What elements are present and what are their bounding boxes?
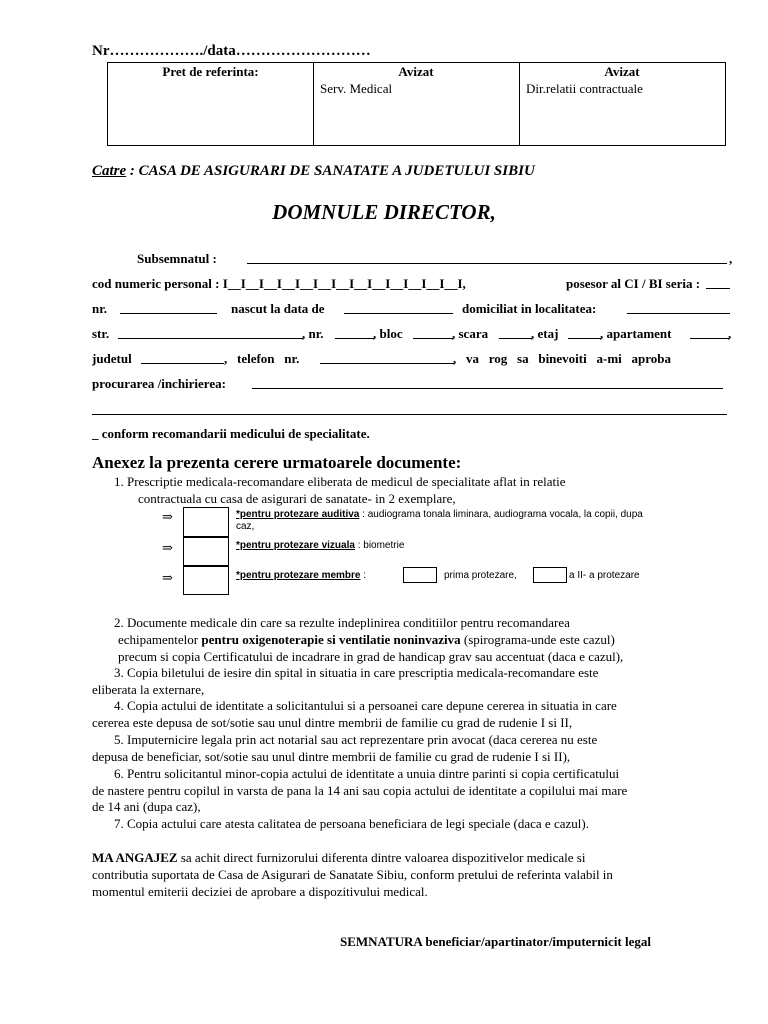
annex-item-6-line1: 6. Pentru solicitantul minor-copia actului de identitate a unuia dintre parinti si copia certificatului (114, 766, 620, 781)
floor-field[interactable] (568, 338, 601, 339)
contracts-direction-cell[interactable] (519, 63, 725, 145)
street-nr-label: , nr. (302, 326, 324, 341)
birth-date-label: nascut la data de (231, 301, 325, 316)
first-prosthesis-checkbox[interactable] (403, 567, 437, 583)
auditiva-label: *pentru protezare auditiva (236, 509, 360, 520)
auditiva-checkbox[interactable] (183, 507, 229, 537)
reference-price-title: Pret de referinta: (162, 64, 259, 79)
commitment-line1: MA ANGAJEZ sa achit direct furnizorului diferenta dintre valoarea dispozitivelor medicale si (92, 850, 586, 865)
annex-item-2-line3: precum si copia Certificatului de incadrare in grad de handicap grav sau accentuat (daca e cazul), (118, 649, 624, 664)
first-prosthesis-label: prima protezare, (444, 570, 517, 581)
arrow-icon: ⇒ (162, 540, 173, 555)
document-number-date: Nr………………./data……………………… (92, 43, 371, 59)
annex-item-4-line1: 4. Copia actului de identitate a solicitantului si a persoanei care depune cererea in situatia in care (114, 698, 617, 713)
annex-item-4-line2: cererea este depusa de sot/sotie sau unul dintre membrii de familie cu grad de rudenie I si II, (92, 715, 573, 730)
commitment-bold: MA ANGAJEZ (92, 850, 178, 865)
locality-field[interactable] (627, 313, 730, 314)
subsemnatul-label: Subsemnatul : (137, 251, 217, 266)
id-series-label: posesor al CI / BI seria : (566, 276, 701, 291)
reference-price-cell[interactable] (108, 63, 314, 145)
second-prosthesis-checkbox[interactable] (533, 567, 567, 583)
approval-table (107, 62, 726, 146)
block-field[interactable] (413, 338, 453, 339)
vizuala-text: : biometrie (354, 540, 405, 551)
annex-item-2-line2: echipamentelor pentru oxigenoterapie si ventilatie noninvaziva (spirograma-unde este cazul) (118, 632, 615, 647)
block-label: , bloc (373, 326, 403, 341)
addressee-prefix: Catre (92, 163, 127, 179)
staircase-label: , scara (452, 326, 489, 341)
membre-text: : (360, 570, 367, 581)
salutation: DOMNULE DIRECTOR, (272, 200, 496, 224)
arrow-icon: ⇒ (162, 509, 173, 524)
second-prosthesis-label: a II- a protezare (569, 570, 640, 581)
signature-label: SEMNATURA beneficiar/apartinator/imputernicit legal (340, 934, 652, 949)
annex-item-5-line2: depusa de beneficiar, sot/sotie sau unul dintre membrii de familie cu grad de rudenie I si II), (92, 749, 571, 764)
name-field[interactable] (247, 263, 727, 264)
annex-item-3-line2: eliberata la externare, (92, 682, 205, 697)
membre-label: *pentru protezare membre (236, 570, 361, 581)
membre-option (236, 570, 366, 581)
street-nr-field[interactable] (335, 338, 374, 339)
staircase-field[interactable] (499, 338, 532, 339)
county-label: judetul (92, 351, 132, 366)
contracts-direction-title: Avizat (604, 64, 640, 79)
street-field[interactable] (118, 338, 303, 339)
annex-item-1-line1: 1. Prescriptie medicala-recomandare eliberata de medicul de specialitate aflat in relatie (114, 474, 566, 489)
id-nr-field[interactable] (120, 313, 217, 314)
membre-checkbox[interactable] (183, 566, 229, 595)
cnp-field[interactable]: cod numeric personal : I__I__I__I__I__I__I__I__I__I__I__I__I__I, (92, 276, 466, 291)
medical-service-title: Avizat (398, 64, 434, 79)
annex-item-2-line1: 2. Documente medicale din care sa rezulte indeplinirea conditiilor pentru recomandarea (114, 615, 570, 630)
auditiva-option (236, 509, 726, 520)
annex-item-3-line1: 3. Copia biletului de iesire din spital in situatia in care prescriptia medicala-recomandare este (114, 665, 599, 680)
vizuala-label: *pentru protezare vizuala (236, 540, 355, 551)
locality-label: domiciliat in localitatea: (462, 301, 597, 316)
annex-item-6-line2: de nastere pentru copilul in varsta de pana la 14 ani sau copia actului de identitate a copilului mai mare (92, 783, 628, 798)
annex-item-6-line3: de 14 ani (dupa caz), (92, 799, 201, 814)
recommendation-note: _ conform recomandarii medicului de specialitate. (92, 426, 370, 441)
commitment-line3: momentul emiterii deciziei de aprobare a dispozitivului medical. (92, 884, 428, 899)
apartment-label: , apartament (600, 326, 672, 341)
procurement-field[interactable] (252, 388, 723, 389)
annex-item-1-line2: contractuala cu casa de asigurari de sanatate- in 2 exemplare, (138, 491, 456, 506)
annex-item-5-line1: 5. Imputernicire legala prin act notarial sau act reprezentare prin avocat (daca cererea nu este (114, 732, 598, 747)
arrow-icon: ⇒ (162, 570, 173, 585)
auditiva-text-continued: caz, (236, 521, 255, 532)
commitment-line2: contributia suportata de Casa de Asigurari de Sanatate Sibiu, conform pretului de referinta valabil in (92, 867, 613, 882)
medical-service-cell[interactable] (313, 63, 520, 145)
procurement-label: procurarea /inchirierea: (92, 376, 226, 391)
phone-field[interactable] (320, 363, 454, 364)
medical-service-label: Serv. Medical (320, 81, 393, 96)
procurement-field-line2[interactable] (92, 414, 727, 415)
addressee (92, 163, 535, 180)
phone-label: , telefon nr. (224, 351, 300, 366)
vizuala-option (236, 540, 404, 551)
apartment-field[interactable] (690, 338, 729, 339)
annex-item-7: 7. Copia actului care atesta calitatea de persoana beneficiara de legi speciale (daca e cazul). (114, 816, 589, 831)
addressee-text: : CASA DE ASIGURARI DE SANATATE A JUDETULUI SIBIU (126, 163, 535, 179)
floor-label: , etaj (531, 326, 559, 341)
annex-title: Anexez la prezenta cerere urmatoarele documente: (92, 453, 462, 472)
street-label: str. (92, 326, 110, 341)
birth-date-field[interactable] (344, 313, 453, 314)
id-nr-label: nr. (92, 301, 108, 316)
contracts-direction-label: Dir.relatii contractuale (526, 81, 643, 96)
id-series-field[interactable] (706, 288, 730, 289)
auditiva-text: : audiograma tonala liminara, audiograma vocala, la copii, dupa (359, 509, 643, 520)
county-field[interactable] (141, 363, 224, 364)
vizuala-checkbox[interactable] (183, 537, 229, 566)
request-text: , va rog sa binevoiti a-mi aproba (453, 351, 672, 366)
